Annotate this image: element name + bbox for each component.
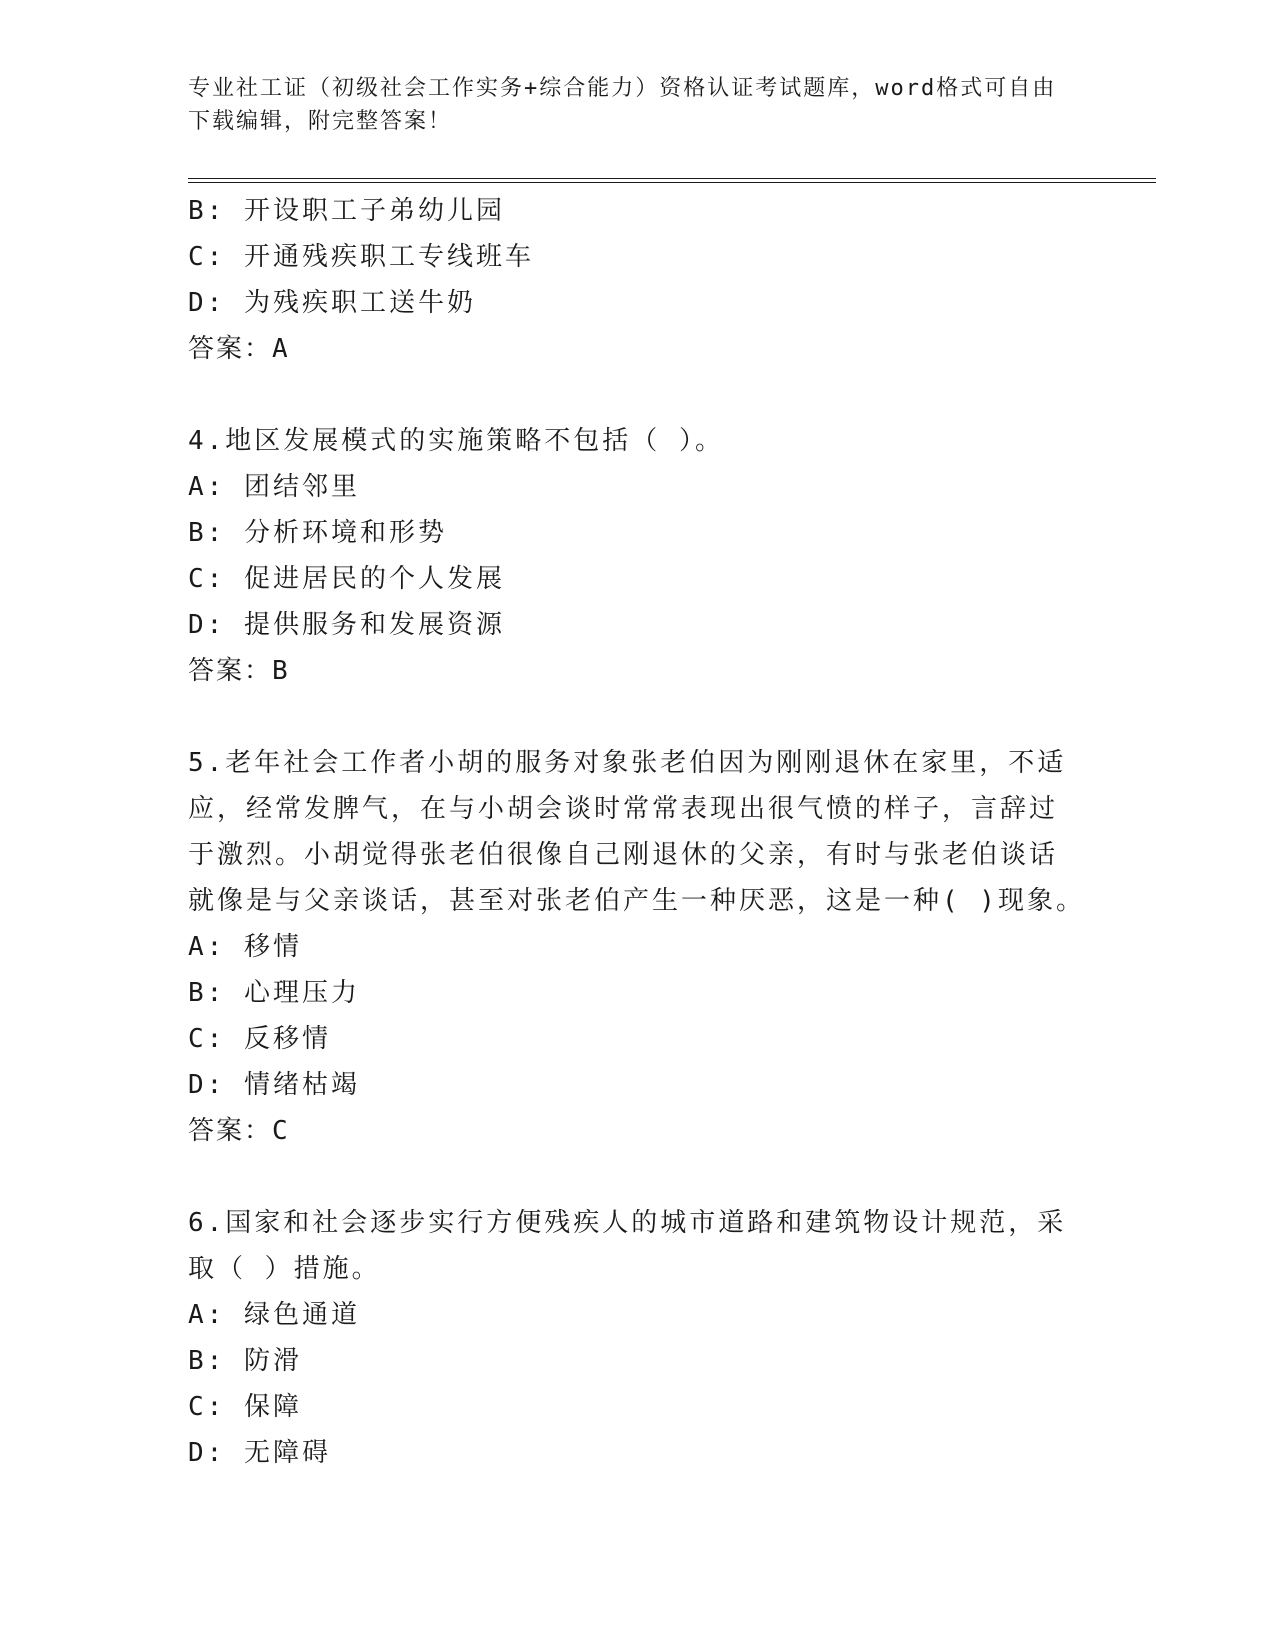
question-6 <box>188 1200 1068 1476</box>
q6-option-c: C: 保障 <box>188 1392 302 1422</box>
q5-option-a: A: 移情 <box>188 932 302 962</box>
q5-stem-line-3: 于激烈。小胡觉得张老伯很像自己刚退休的父亲，有时与张老伯谈话 <box>188 840 1059 870</box>
q3-option-d: D: 为残疾职工送牛奶 <box>188 288 476 318</box>
question-3 <box>188 188 1068 372</box>
answer-value: B <box>272 656 290 686</box>
header-line-2: 下载编辑，附完整答案！ <box>188 109 453 134</box>
q3-answer <box>188 326 1068 372</box>
q4-stem: 4.地区发展模式的实施策略不包括（ ）。 <box>188 426 724 456</box>
q5-stem-line-4: 就像是与父亲谈话，甚至对张老伯产生一种厌恶，这是一种( )现象。 <box>188 886 1085 916</box>
q6-option-b: B: 防滑 <box>188 1346 302 1376</box>
q4-answer <box>188 648 1068 694</box>
header-line-1: 专业社工证（初级社会工作实务+综合能力）资格认证考试题库，word格式可自由 <box>188 76 1057 101</box>
q6-option-a: A: 绿色通道 <box>188 1300 360 1330</box>
q4-option-b: B: 分析环境和形势 <box>188 518 447 548</box>
q4-option-a: A: 团结邻里 <box>188 472 360 502</box>
q5-option-c: C: 反移情 <box>188 1024 331 1054</box>
q3-option-b: B: 开设职工子弟幼儿园 <box>188 196 505 226</box>
answer-label: 答案： <box>188 334 273 364</box>
q5-stem-line-1: 5.老年社会工作者小胡的服务对象张老伯因为刚刚退休在家里，不适 <box>188 748 1067 778</box>
answer-label: 答案： <box>188 1116 273 1146</box>
q4-option-d: D: 提供服务和发展资源 <box>188 610 505 640</box>
q5-stem-line-2: 应，经常发脾气，在与小胡会谈时常常表现出很气愤的样子，言辞过 <box>188 794 1059 824</box>
q4-option-c: C: 促进居民的个人发展 <box>188 564 505 594</box>
answer-value: A <box>272 334 290 364</box>
q3-option-c: C: 开通残疾职工专线班车 <box>188 242 534 272</box>
q5-answer <box>188 1108 1068 1154</box>
answer-value: C <box>272 1116 290 1146</box>
question-4 <box>188 418 1068 694</box>
document-header <box>188 72 1088 138</box>
header-divider <box>188 178 1156 183</box>
q6-stem-line-1: 6.国家和社会逐步实行方便残疾人的城市道路和建筑物设计规范，采 <box>188 1208 1067 1238</box>
q5-option-b: B: 心理压力 <box>188 978 360 1008</box>
question-5 <box>188 740 1085 1154</box>
q6-option-d: D: 无障碍 <box>188 1438 331 1468</box>
answer-label: 答案： <box>188 656 273 686</box>
question-content <box>188 188 1085 1476</box>
q6-stem-line-2: 取（ ）措施。 <box>188 1254 381 1284</box>
q5-option-d: D: 情绪枯竭 <box>188 1070 360 1100</box>
